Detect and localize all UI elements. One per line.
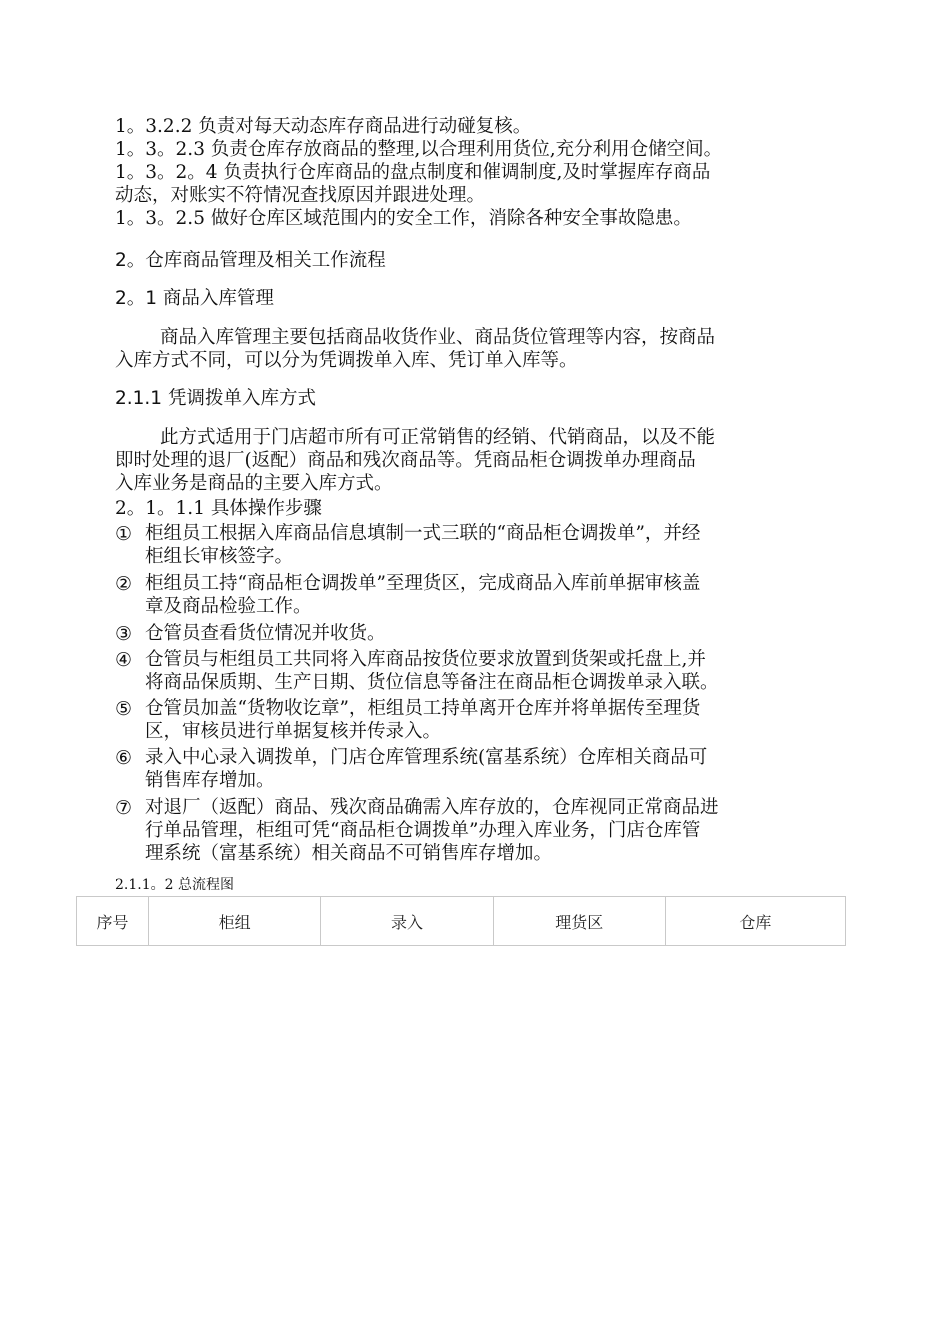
step-text: 对退厂（返配）商品、残次商品确需入库存放的，仓库视同正常商品进: [145, 797, 719, 818]
clause-1-3-2-2: 1。3.2.2 负责对每天动态库存商品进行动碰复核。: [115, 116, 532, 137]
paragraph-1-line1: 商品入库管理主要包括商品收货作业、商品货位管理等内容，按商品: [160, 327, 716, 348]
step-marker: ①: [115, 523, 133, 545]
step-text: 区，审核员进行单据复核并传录入。: [145, 721, 442, 742]
flowchart-caption: 2.1.1。2 总流程图: [115, 877, 234, 893]
step-marker: ②: [115, 573, 133, 595]
table-header-cell: 柜组: [149, 897, 321, 946]
table-header-row: [77, 897, 846, 946]
clause-1-3-2-4-line2: 动态，对账实不符情况查找原因并跟进处理。: [115, 185, 486, 206]
paragraph-2-line3: 入库业务是商品的主要入库方式。: [115, 473, 393, 494]
section-heading-2: 2。仓库商品管理及相关工作流程: [115, 250, 386, 271]
step-text: 理系统（富基系统）相关商品不可销售库存增加。: [145, 843, 553, 864]
step-marker: ③: [115, 623, 133, 645]
step-text: 柜组员工根据入库商品信息填制一式三联的“商品柜仓调拨单”，并经: [145, 523, 701, 544]
flowchart-table: [76, 896, 846, 946]
step-text: 章及商品检验工作。: [145, 596, 312, 617]
step-text: 行单品管理，柜组可凭“商品柜仓调拨单”办理入库业务，门店仓库管: [145, 820, 701, 841]
paragraph-2-line2: 即时处理的退厂(返配）商品和残次商品等。凭商品柜仓调拨单办理商品: [115, 450, 696, 471]
table-header-cell: 仓库: [665, 897, 845, 946]
step-marker: ⑥: [115, 747, 133, 769]
step-text: 柜组长审核签字。: [145, 546, 294, 567]
step-marker: ⑤: [115, 698, 133, 720]
paragraph-1-line2: 入库方式不同，可以分为凭调拨单入库、凭订单入库等。: [115, 350, 578, 371]
step-text: 将商品保质期、生产日期、货位信息等备注在商品柜仓调拨单录入联。: [145, 672, 719, 693]
section-heading-2-1: 2。1 商品入库管理: [115, 288, 274, 309]
table-header-cell: 录入: [321, 897, 493, 946]
clause-1-3-2-5: 1。3。2.5 做好仓库区域范围内的安全工作，消除各种安全事故隐患。: [115, 208, 692, 229]
clause-1-3-2-4-line1: 1。3。2。4 负责执行仓库商品的盘点制度和催调制度,及时掌握库存商品: [115, 162, 711, 183]
step-text: 销售库存增加。: [145, 770, 275, 791]
clause-1-3-2-3: 1。3。2.3 负责仓库存放商品的整理,以合理利用货位,充分利用仓储空间。: [115, 139, 723, 160]
steps-title: 2。1。1.1 具体操作步骤: [115, 498, 322, 519]
step-text: 柜组员工持“商品柜仓调拨单”至理货区，完成商品入库前单据审核盖: [145, 573, 701, 594]
table-header-cell: 理货区: [493, 897, 665, 946]
step-marker: ④: [115, 649, 133, 671]
section-heading-2-1-1: 2.1.1 凭调拨单入库方式: [115, 388, 316, 409]
table-header-cell: 序号: [77, 897, 149, 946]
step-text: 仓管员加盖“货物收讫章”，柜组员工持单离开仓库并将单据传至理货: [145, 698, 701, 719]
step-marker: ⑦: [115, 797, 133, 819]
step-text: 录入中心录入调拨单，门店仓库管理系统(富基系统）仓库相关商品可: [145, 747, 708, 768]
step-text: 仓管员查看货位情况并收货。: [145, 623, 386, 644]
paragraph-2-line1: 此方式适用于门店超市所有可正常销售的经销、代销商品，以及不能: [160, 427, 716, 448]
step-text: 仓管员与柜组员工共同将入库商品按货位要求放置到货架或托盘上,并: [145, 649, 706, 670]
